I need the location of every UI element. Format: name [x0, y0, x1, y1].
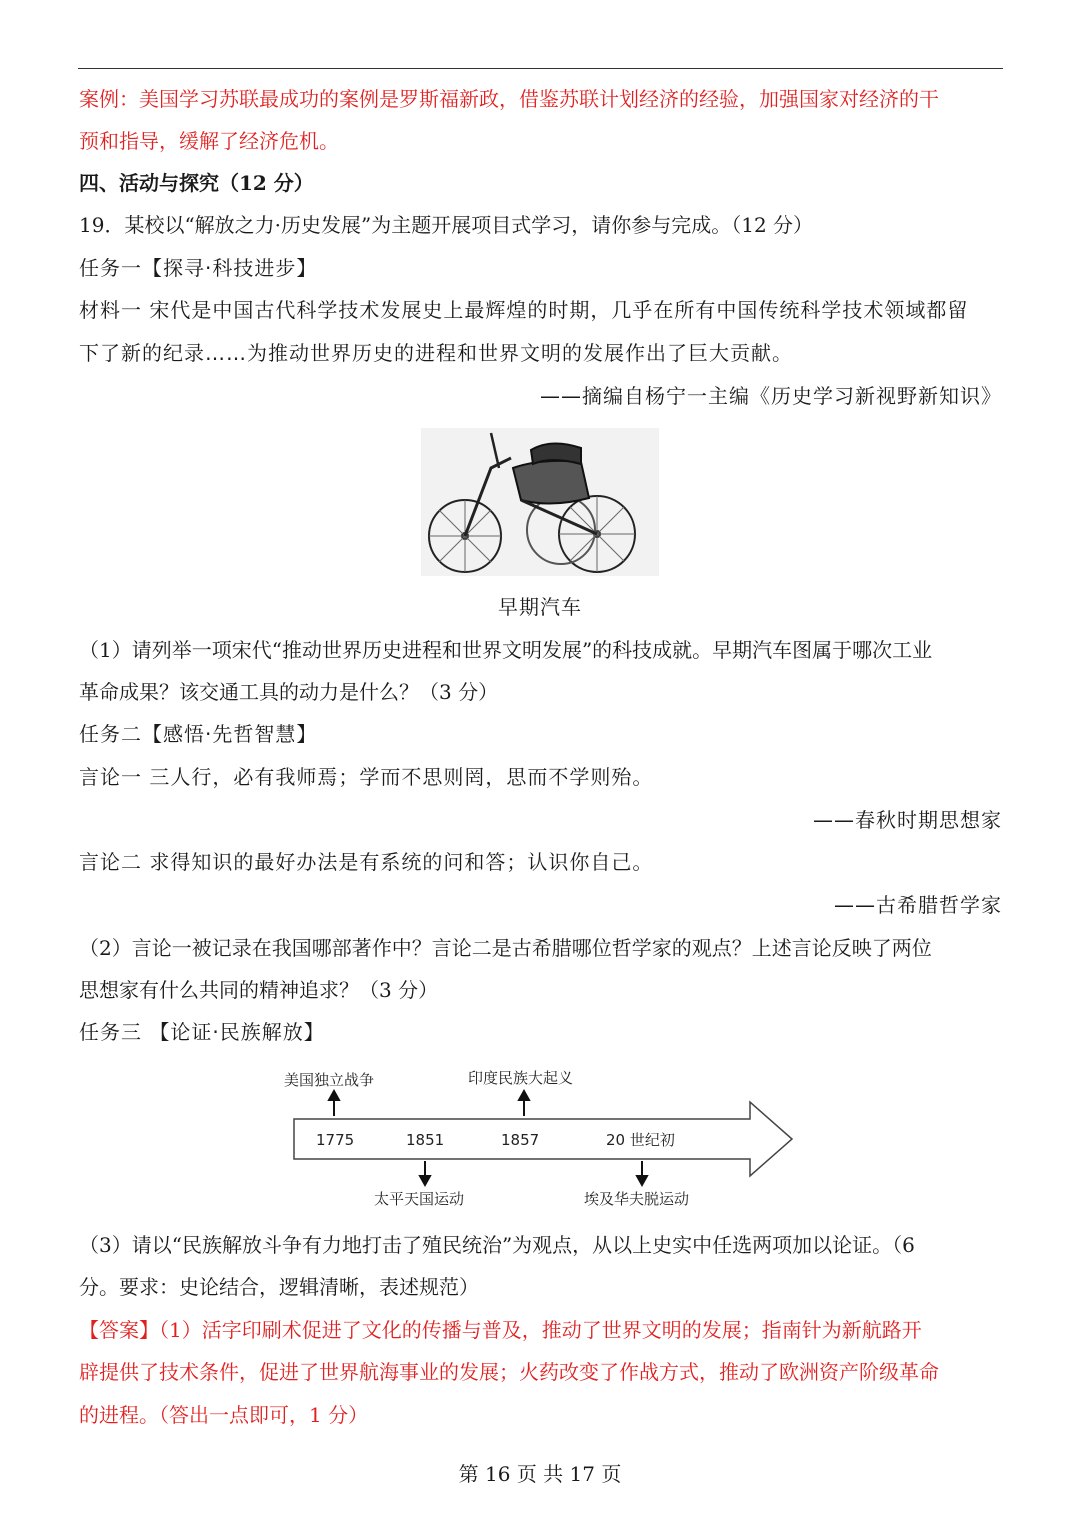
task3-title: 任务三 【论证·民族解放】 — [79, 1020, 325, 1044]
timeline-year-1: 1851 — [406, 1131, 445, 1149]
header-rule — [78, 68, 1003, 69]
timeline-year-2: 1857 — [501, 1131, 540, 1149]
answer-line1 — [79, 1316, 922, 1344]
q3-line2: 分。要求：史论结合，逻辑清晰，表述规范） — [79, 1275, 479, 1299]
q1-line2: 革命成果？该交通工具的动力是什么？（3 分） — [79, 680, 499, 704]
quote1-source: ——春秋时期思想家 — [813, 808, 1002, 832]
task2-title: 任务二【感悟·先哲智慧】 — [79, 722, 318, 746]
material1-line2: 下了新的纪录……为推动世界历史的进程和世界文明的发展作出了巨大贡献。 — [79, 341, 793, 365]
page-footer: 第 16 页 共 17 页 — [458, 1462, 622, 1486]
early-car-image — [421, 428, 659, 576]
image-caption: 早期汽车 — [498, 595, 582, 619]
section-heading: 四、活动与探究（12 分） — [79, 171, 314, 195]
q2-line1: （2）言论一被记录在我国哪部著作中？言论二是古希腊哪位哲学家的观点？上述言论反映了两位 — [79, 936, 932, 960]
task1-title: 任务一【探寻·科技进步】 — [79, 256, 318, 280]
event-above-0: 美国独立战争 — [284, 1071, 375, 1089]
case-text-line1: 案例：美国学习苏联最成功的案例是罗斯福新政，借鉴苏联计划经济的经验，加强国家对经济的干 — [79, 87, 939, 111]
answer-line2: 辟提供了技术条件，促进了世界航海事业的发展；火药改变了作战方式，推动了欧洲资产阶级革命 — [79, 1360, 939, 1384]
q1-line1: （1）请列举一项宋代“推动世界历史进程和世界文明发展”的科技成就。早期汽车图属于哪次工业 — [79, 638, 933, 662]
event-above-1: 印度民族大起义 — [468, 1069, 574, 1087]
timeline-arrow — [294, 1102, 792, 1176]
case-text-line2: 预和指导，缓解了经济危机。 — [79, 129, 339, 153]
timeline-diagram — [280, 1062, 800, 1212]
answer-label: 【答案】 — [79, 1318, 159, 1342]
q2-line2: 思想家有什么共同的精神追求？（3 分） — [79, 978, 439, 1002]
quote1: 言论一 三人行，必有我师焉；学而不思则罔，思而不学则殆。 — [79, 765, 654, 789]
material1-source: ——摘编自杨宁一主编《历史学习新视野新知识》 — [540, 384, 1002, 408]
timeline-year-0: 1775 — [316, 1131, 355, 1149]
quote2-source: ——古希腊哲学家 — [834, 893, 1002, 917]
q3-line1: （3）请以“民族解放斗争有力地打击了殖民统治”为观点，从以上史实中任选两项加以论证。（6 — [79, 1233, 915, 1257]
answer-line1-text: （1）活字印刷术促进了文化的传播与普及，推动了世界文明的发展；指南针为新航路开 — [159, 1318, 922, 1342]
material1-line1: 材料一 宋代是中国古代科学技术发展史上最辉煌的时期，几乎在所有中国传统科学技术领域都留 — [79, 298, 969, 322]
quote2: 言论二 求得知识的最好办法是有系统的问和答；认识你自己。 — [79, 850, 654, 874]
event-below-1: 埃及华夫脱运动 — [584, 1190, 690, 1208]
timeline-year-3: 20 世纪初 — [606, 1131, 675, 1149]
question-19: 19．某校以“解放之力·历史发展”为主题开展项目式学习，请你参与完成。（12 分） — [79, 213, 814, 237]
event-below-0: 太平天国运动 — [374, 1190, 465, 1208]
answer-line3: 的进程。（答出一点即可，1 分） — [79, 1403, 369, 1427]
